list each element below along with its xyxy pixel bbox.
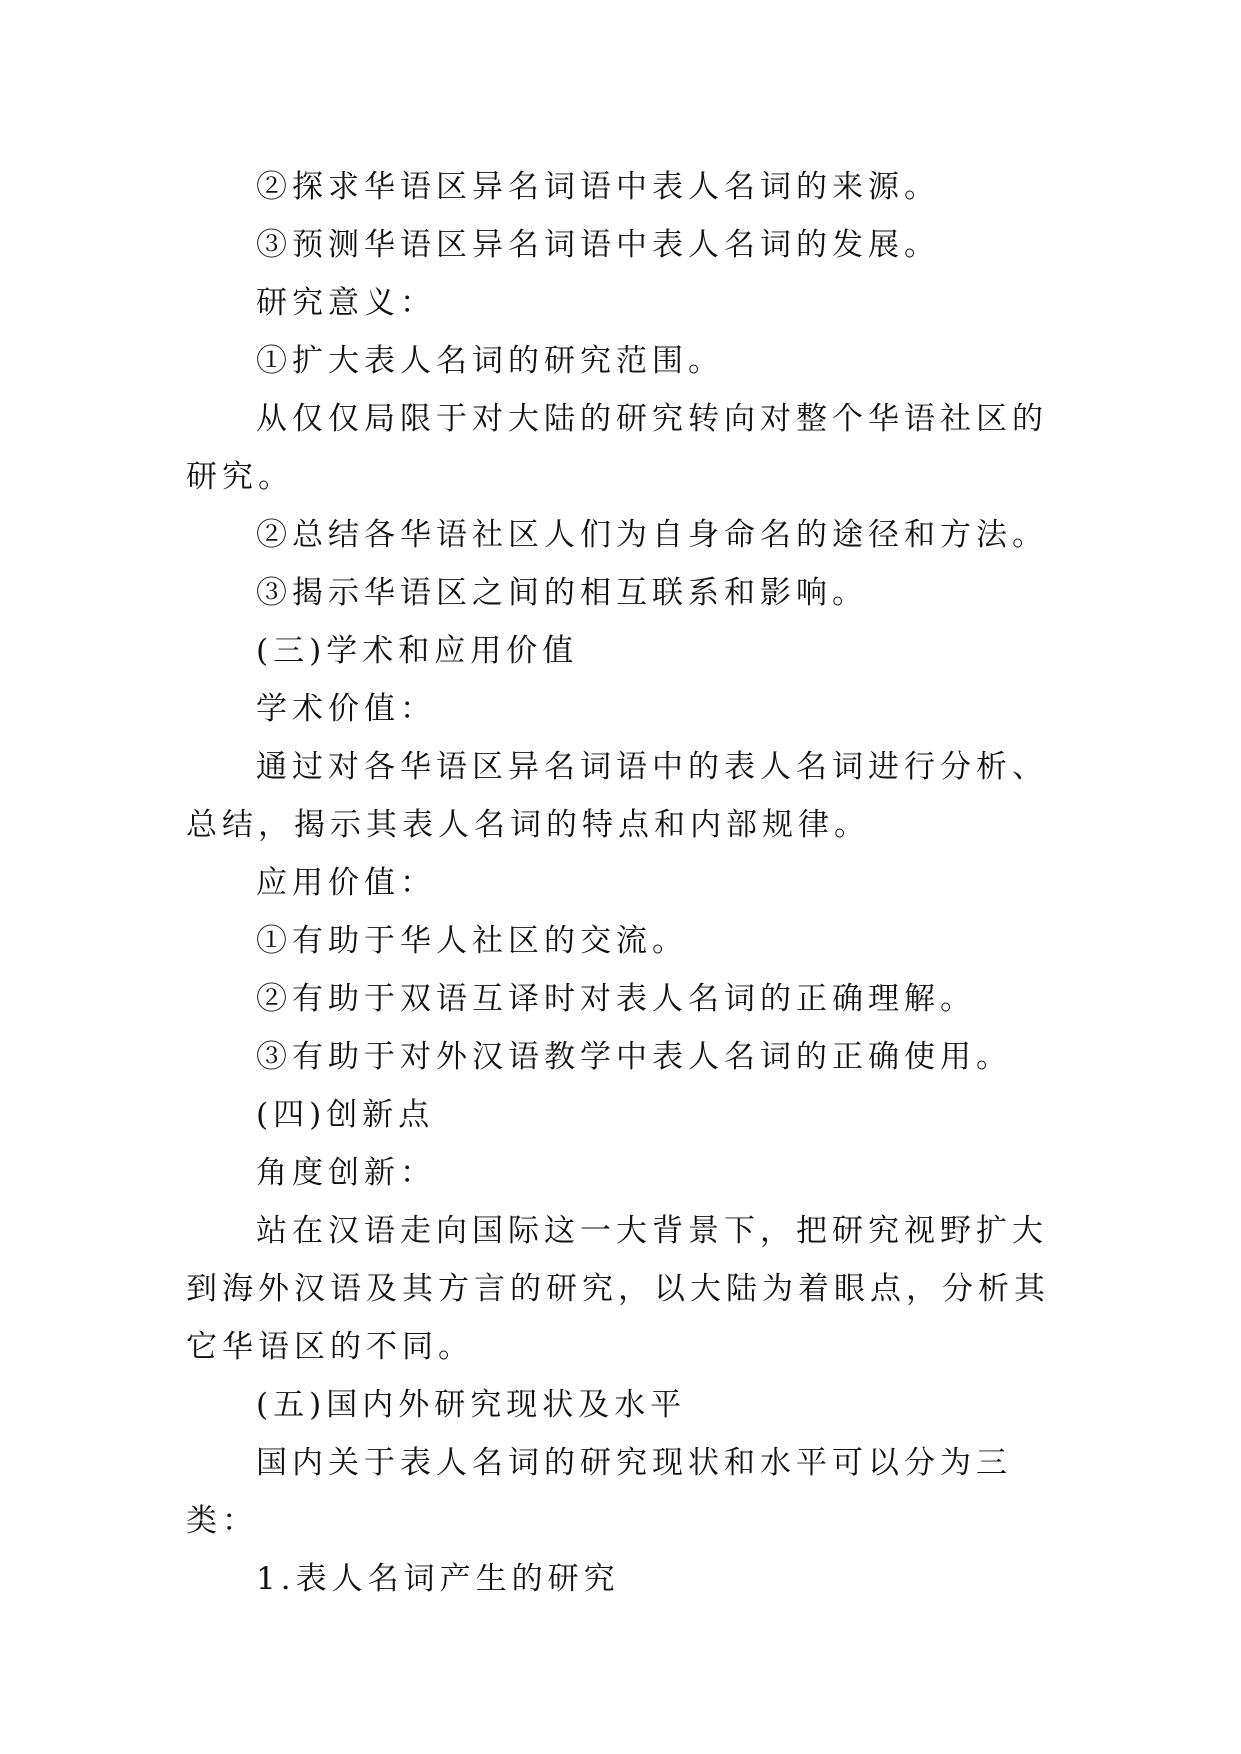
paragraph: 国内关于表人名词的研究现状和水平可以分为三类： xyxy=(186,1445,1012,1539)
document-body xyxy=(186,158,1056,1608)
subsection-heading: 1.表人名词产生的研究 xyxy=(256,1561,620,1597)
section-heading: (五)国内外研究现状及水平 xyxy=(256,1387,687,1423)
paragraph: 站在汉语走向国际这一大背景下，把研究视野扩大到海外汉语及其方言的研究，以大陆为着眼点，分析其它华语区的不同。 xyxy=(186,1213,1050,1365)
section-heading: (三)学术和应用价值 xyxy=(256,633,579,669)
paragraph: ②探求华语区异名词语中表人名词的来源。 xyxy=(256,169,940,205)
paragraph: 从仅仅局限于对大陆的研究转向对整个华语社区的研究。 xyxy=(186,401,1048,495)
paragraph: 学术价值： xyxy=(256,691,436,727)
paragraph: 角度创新： xyxy=(256,1155,436,1191)
section-heading: (四)创新点 xyxy=(256,1097,435,1133)
paragraph: 研究意义： xyxy=(256,285,436,321)
paragraph: ③有助于对外汉语教学中表人名词的正确使用。 xyxy=(256,1039,1012,1075)
paragraph: ②有助于双语互译时对表人名词的正确理解。 xyxy=(256,981,976,1017)
paragraph: ③预测华语区异名词语中表人名词的发展。 xyxy=(256,227,940,263)
paragraph: ②总结各华语社区人们为自身命名的途径和方法。 xyxy=(256,517,1048,553)
paragraph: 应用价值： xyxy=(256,865,436,901)
paragraph: ③揭示华语区之间的相互联系和影响。 xyxy=(256,575,868,611)
paragraph: ①扩大表人名词的研究范围。 xyxy=(256,343,724,379)
paragraph: ①有助于华人社区的交流。 xyxy=(256,923,688,959)
paragraph: 通过对各华语区异名词语中的表人名词进行分析、总结，揭示其表人名词的特点和内部规律。 xyxy=(186,749,1048,843)
